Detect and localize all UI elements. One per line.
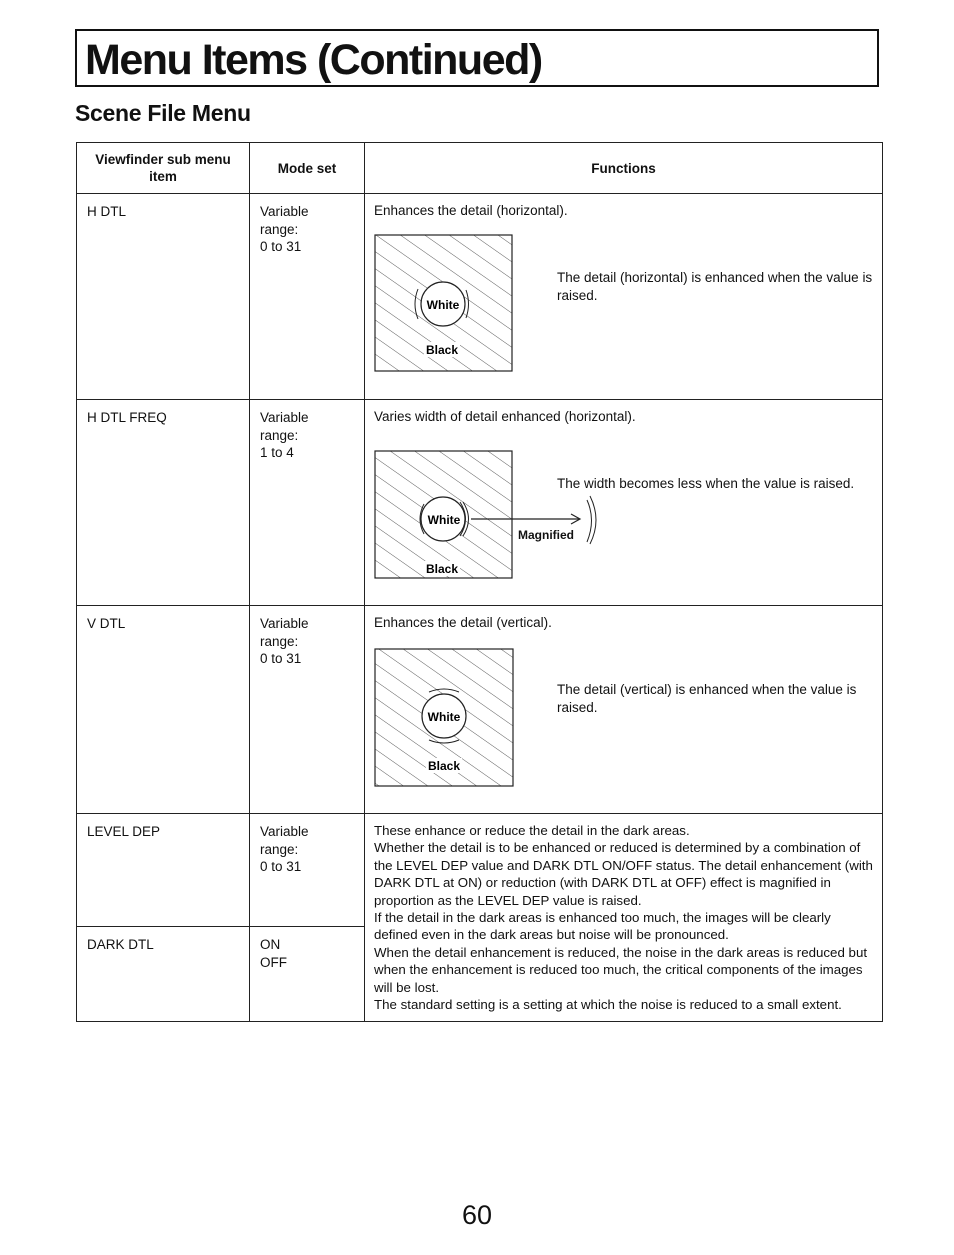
mode-cell: Variable range: 0 to 31 [250, 814, 365, 927]
item-cell: H DTL FREQ [77, 400, 250, 606]
function-paragraph: If the detail in the dark areas is enhanced too much, the images will be clearly defined even in the dark areas but noise will be pronounced. [374, 910, 831, 943]
item-cell: LEVEL DEP [77, 814, 250, 927]
column-header-item: Viewfinder sub menu item [77, 143, 250, 194]
detail-width-diagram [374, 440, 614, 580]
function-paragraph: These enhance or reduce the detail in the dark areas. [374, 823, 690, 838]
table-header-row [77, 143, 883, 194]
title-box [75, 29, 879, 87]
white-label: White [426, 298, 460, 312]
mode-cell: Variable range: 0 to 31 [250, 194, 365, 400]
black-label: Black [425, 343, 459, 357]
white-label: White [427, 513, 461, 527]
function-cell [365, 194, 883, 400]
table-row [77, 814, 883, 927]
table-row [77, 194, 883, 400]
function-description: The detail (horizontal) is enhanced when the value is raised. [557, 270, 873, 303]
page-title: Menu Items (Continued) [85, 36, 542, 84]
black-label: Black [427, 759, 461, 773]
mode-cell: Variable range: 1 to 4 [250, 400, 365, 606]
scene-file-menu-table [76, 142, 883, 1022]
column-header-mode: Mode set [250, 143, 365, 194]
function-description: The width becomes less when the value is raised. [557, 476, 855, 491]
function-text: Enhances the detail (vertical). [374, 615, 552, 630]
function-description: The detail (vertical) is enhanced when the value is raised. [557, 682, 857, 715]
page-number: 60 [461, 1200, 493, 1230]
table-row [77, 606, 883, 814]
function-paragraph: The standard setting is a setting at which the noise is reduced to a small extent. [374, 997, 842, 1013]
function-paragraph: Whether the detail is to be enhanced or reduced is determined by a combination of the LEVEL DEP value and DARK DTL ON/OFF status. The detail enhancement (with DARK DTL at ON) or reduction (with DARK DTL at OFF) effect is magnified in proportion as the LEVEL DEP value is raised. [374, 840, 873, 908]
combined-function-cell [365, 814, 883, 1022]
item-cell: V DTL [77, 606, 250, 814]
black-label: Black [425, 562, 459, 576]
detail-diagram [374, 234, 514, 374]
function-paragraph: When the detail enhancement is reduced, the noise in the dark areas is reduced but when the enhancement is reduced too much, the critical components of the images will be lost. [374, 944, 868, 995]
column-header-functions: Functions [365, 143, 883, 194]
function-cell [365, 606, 883, 814]
function-text: Enhances the detail (horizontal). [374, 203, 568, 218]
table-row [77, 400, 883, 606]
magnified-label: Magnified [518, 528, 574, 542]
vertical-detail-diagram [374, 646, 516, 788]
item-cell: H DTL [77, 194, 250, 400]
function-cell [365, 400, 883, 606]
mode-cell: Variable range: 0 to 31 [250, 606, 365, 814]
item-cell: DARK DTL [77, 927, 250, 1022]
mode-cell: ON OFF [250, 927, 365, 1022]
function-text: Varies width of detail enhanced (horizontal). [374, 409, 636, 424]
section-title: Scene File Menu [75, 100, 251, 126]
white-label: White [427, 710, 461, 724]
